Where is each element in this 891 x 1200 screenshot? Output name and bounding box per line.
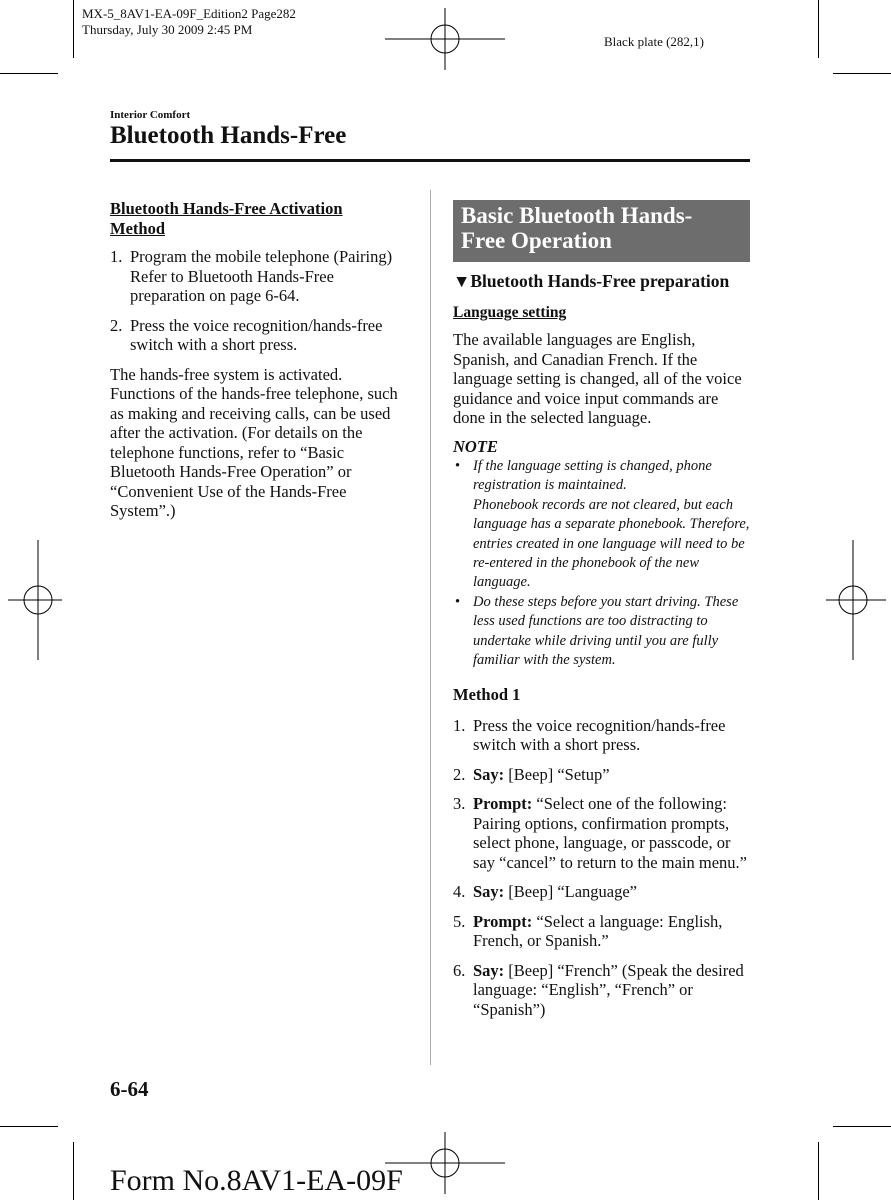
print-date-line: Thursday, July 30 2009 2:45 PM xyxy=(82,22,253,37)
step-number: 1. xyxy=(453,715,466,735)
step-number: 3. xyxy=(453,794,466,814)
bullet-icon: • xyxy=(455,593,461,610)
step-label: Say: xyxy=(473,882,505,902)
list-item xyxy=(453,794,753,872)
print-file-line: MX-5_8AV1-EA-09F_Edition2 Page282 xyxy=(82,6,296,21)
activation-heading-line1: Bluetooth Hands-Free Activation xyxy=(110,199,343,218)
list-item xyxy=(453,716,753,755)
step-label: Prompt: xyxy=(473,794,533,814)
list-item xyxy=(453,765,753,785)
box-title-line1: Basic Bluetooth Hands- xyxy=(461,203,693,228)
crop-mark-top-right-horizontal xyxy=(833,73,891,74)
subsection-heading xyxy=(453,272,753,292)
note-list xyxy=(453,457,753,670)
crop-mark-bottom-left-vertical xyxy=(73,1142,74,1200)
crop-mark-top-left-horizontal xyxy=(0,73,58,74)
list-item xyxy=(453,912,753,951)
activation-method-heading xyxy=(110,199,410,238)
page-title: Bluetooth Hands-Free xyxy=(110,122,347,149)
activation-paragraph: The hands-free system is activated. Functions of the hands-free telephone, such as making and receiving calls, can be used after the activation. (For details on the telephone functions, refer to “Basic Bluetooth Hands-Free Operation” or “Convenient Use of the Hands-Free System”.) xyxy=(110,364,398,520)
list-item xyxy=(453,882,753,902)
list-item xyxy=(110,316,410,355)
column-divider xyxy=(430,190,431,1065)
step-text: “Select a language: English, French, or Spanish.” xyxy=(473,911,723,951)
step-label: Say: xyxy=(473,764,505,784)
page-number: 6-64 xyxy=(110,1077,149,1101)
triangle-down-icon: ▼ xyxy=(453,271,471,291)
section-label: Interior Comfort xyxy=(110,109,191,121)
step-label: Say: xyxy=(473,960,505,980)
crop-mark-bottom-right-horizontal xyxy=(833,1126,891,1127)
method-steps xyxy=(453,716,753,1020)
step-label: Prompt: xyxy=(473,911,533,931)
crop-mark-top-right-vertical xyxy=(818,0,819,58)
subsection-title: Bluetooth Hands-Free preparation xyxy=(470,271,730,291)
step-number: 4. xyxy=(453,882,466,902)
step-text: Press the voice recognition/hands-free switch with a short press. xyxy=(473,715,726,755)
list-item xyxy=(453,457,753,593)
step-number: 1. xyxy=(110,247,123,266)
black-plate-label: Black plate (282,1) xyxy=(604,34,704,49)
list-item xyxy=(110,247,410,306)
title-rule xyxy=(110,159,750,162)
note-text: Phonebook records are not cleared, but each language has a separate phonebook. Therefore, entries created in one language will need to be re-entered in the phonebook of the new language. xyxy=(473,496,750,591)
box-title-line2: Free Operation xyxy=(461,228,612,253)
crop-mark-bottom-right-vertical xyxy=(818,1142,819,1200)
step-text: “Select one of the following: Pairing options, confirmation prompts, select phone, language, or passcode, or say “cancel” to return to the main menu.” xyxy=(473,794,747,872)
step-number: 6. xyxy=(453,960,466,980)
registration-target-right-icon xyxy=(826,540,886,660)
note-label: NOTE xyxy=(453,436,498,456)
method-heading: Method 1 xyxy=(453,685,521,705)
bullet-icon: • xyxy=(455,458,461,474)
crop-mark-top-left-vertical xyxy=(73,0,74,58)
list-item xyxy=(453,593,753,671)
left-column xyxy=(110,199,410,521)
registration-target-bottom-icon xyxy=(385,1132,505,1194)
activation-steps xyxy=(110,247,410,355)
registration-target-top-icon xyxy=(385,8,505,70)
step-number: 2. xyxy=(453,764,466,784)
step-number: 5. xyxy=(453,911,466,931)
list-item xyxy=(453,961,753,1020)
form-number: Form No.8AV1-EA-09F xyxy=(110,1164,403,1197)
basic-operation-heading-box xyxy=(453,200,750,262)
step-text: Program the mobile telephone (Pairing) Refer to Bluetooth Hands-Free preparation on page 6-64. xyxy=(130,247,393,305)
step-text: [Beep] “French” (Speak the desired language: “English”, “French” or “Spanish”) xyxy=(473,960,744,1019)
step-text: [Beep] “Setup” xyxy=(504,764,610,784)
step-text: [Beep] “Language” xyxy=(504,882,638,902)
note-text: Do these steps before you start driving. These less used functions are too distracting to undertake while driving until you are fully familiar with the system. xyxy=(473,593,739,669)
step-text: Press the voice recognition/hands-free switch with a short press. xyxy=(130,315,383,354)
language-setting-heading: Language setting xyxy=(453,303,567,321)
language-paragraph: The available languages are English, Spanish, and Canadian French. If the language setting is changed, all of the voice guidance and voice input commands are done in the selected language. xyxy=(453,330,742,427)
step-number: 2. xyxy=(110,315,123,335)
activation-heading-line2: Method xyxy=(110,218,165,238)
registration-target-left-icon xyxy=(8,540,62,660)
right-column xyxy=(453,272,753,1029)
crop-mark-bottom-left-horizontal xyxy=(0,1126,58,1127)
note-text: If the language setting is changed, phone registration is maintained. xyxy=(473,458,712,494)
